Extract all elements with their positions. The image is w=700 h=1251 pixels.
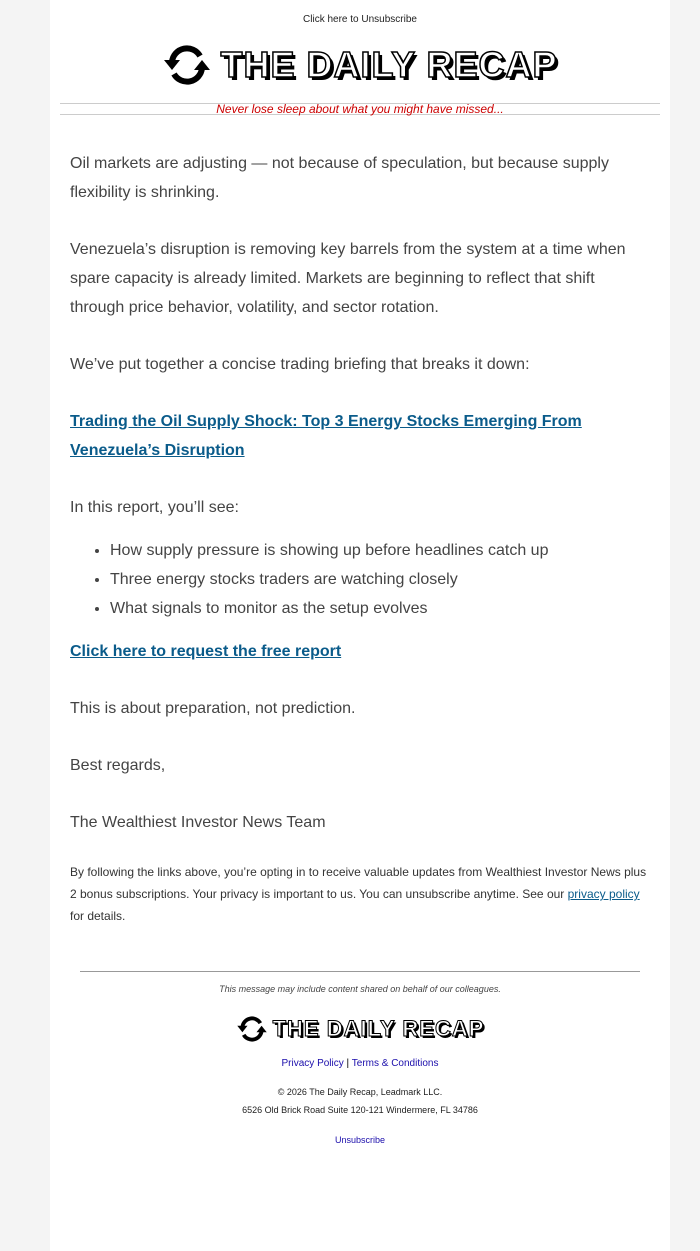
refresh-icon bbox=[236, 1013, 268, 1045]
paragraph: We’ve put together a concise trading briefing that breaks it down: bbox=[70, 356, 530, 373]
privacy-policy-link[interactable]: Privacy Policy bbox=[281, 1058, 344, 1069]
disclaimer-text: for details. bbox=[70, 909, 126, 923]
disclaimer-text: By following the links above, you’re opting in to receive valuable updates from Wealthiest Investor News plus 2 bonus subscriptions. Your privacy is important to us. You can unsubscribe anytime. See our bbox=[70, 865, 647, 901]
unsubscribe-link-top[interactable]: Click here to Unsubscribe bbox=[303, 14, 417, 25]
logo bbox=[50, 40, 670, 90]
paragraph: Best regards, bbox=[70, 757, 166, 774]
footer-links bbox=[80, 1058, 640, 1069]
footer bbox=[80, 971, 640, 1148]
separator: | bbox=[346, 1058, 350, 1069]
tagline: Never lose sleep about what you might have missed... bbox=[60, 103, 660, 115]
list-item: • Three energy stocks traders are watching closely bbox=[110, 565, 650, 594]
disclaimer bbox=[70, 861, 650, 927]
address: 6526 Old Brick Road Suite 120-121 Windermere, FL 34786 bbox=[242, 1105, 478, 1115]
logo-text: THE DAILY RECAP bbox=[272, 1016, 485, 1041]
footer-logo bbox=[80, 1012, 640, 1046]
request-report-link[interactable]: Click here to request the free report bbox=[70, 643, 342, 660]
paragraph: Venezuela’s disruption is removing key barrels from the system at a time when spare capacity is already limited. Markets are beginning to reflect that shift through price behavior, volatility, and sector rotation. bbox=[70, 241, 626, 316]
bullet-list bbox=[70, 536, 650, 623]
logo-text: THE DAILY RECAP bbox=[220, 44, 558, 85]
unsubscribe-link[interactable]: Unsubscribe bbox=[334, 1135, 386, 1145]
email-container bbox=[50, 0, 670, 1251]
refresh-icon bbox=[162, 40, 212, 90]
footer-note: This message may include content shared on behalf of our colleagues. bbox=[219, 984, 501, 994]
headline-link[interactable]: Trading the Oil Supply Shock: Top 3 Energy Stocks Emerging From Venezuela’s Disruption bbox=[70, 413, 582, 459]
paragraph: In this report, you’ll see: bbox=[70, 499, 239, 516]
terms-link[interactable]: Terms & Conditions bbox=[351, 1058, 439, 1069]
list-item: • How supply pressure is showing up before headlines catch up bbox=[110, 536, 650, 565]
paragraph: This is about preparation, not prediction. bbox=[70, 700, 356, 717]
paragraph: Oil markets are adjusting — not because of speculation, but because supply flexibility is shrinking. bbox=[70, 155, 609, 201]
email-body bbox=[50, 115, 670, 927]
list-item: • What signals to monitor as the setup evolves bbox=[110, 594, 650, 623]
copyright: © 2026 The Daily Recap, Leadmark LLC. bbox=[277, 1087, 443, 1097]
privacy-policy-link[interactable]: privacy policy bbox=[567, 887, 640, 901]
signature: The Wealthiest Investor News Team bbox=[70, 814, 326, 831]
